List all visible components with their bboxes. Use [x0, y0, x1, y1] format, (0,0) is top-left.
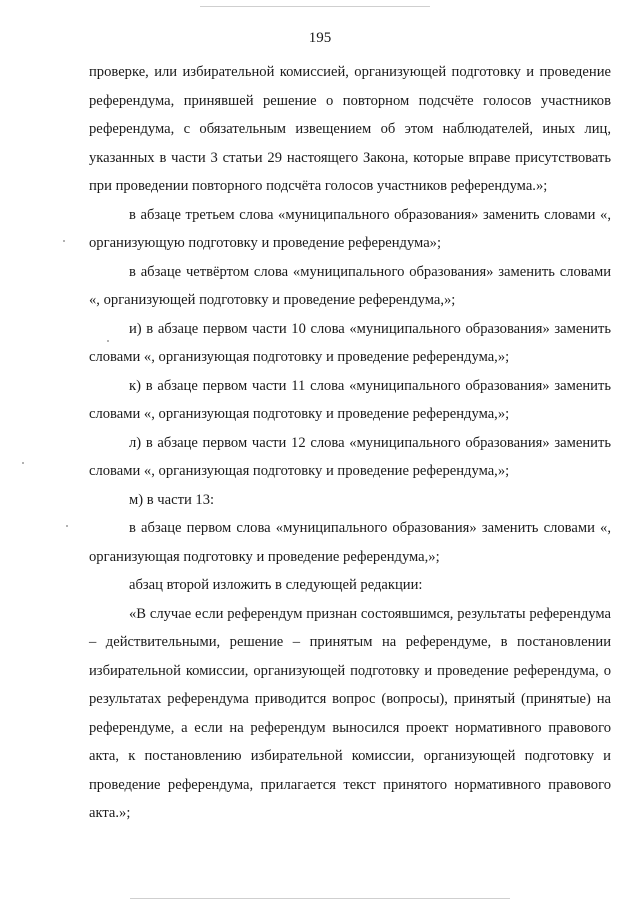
paragraph-item-m: м) в части 13: [129, 491, 215, 508]
scan-edge-bottom [130, 898, 510, 899]
paragraph-continuation: проверке, или избирательной комиссией, организующей подготовку и проведение референдума, принявшей решение о повторном подсчёте голосов участников референдума, с обязательным извещением об этом наблюдателей, иных лиц, указанных в части 3 статьи 29 настоящего Закона, которые вправе присутствовать при проведении повторного подсчёта голосов участников референдума.»; [89, 64, 611, 194]
scan-edge-top [200, 6, 430, 7]
paragraph-item-k: к) в абзаце первом части 11 слова «муниципального образования» заменить словами «, организующая подготовку и проведение референдума,»; [89, 377, 611, 422]
paragraph-item-i: и) в абзаце первом части 10 слова «муниципального образования» заменить словами «, организующая подготовку и проведение референдума,»; [89, 320, 611, 365]
scan-speck [63, 240, 65, 242]
paragraph-amendment-third: в абзаце третьем слова «муниципального образования» заменить словами «, организующую подготовку и проведение референдума»; [89, 206, 611, 251]
scan-speck [22, 462, 24, 464]
paragraph-amendment-fourth: в абзаце четвёртом слова «муниципального образования» заменить словами «, организующей подготовку и проведение референдума,»; [89, 263, 611, 308]
scan-speck [66, 525, 68, 527]
paragraph-quoted-text: «В случае если референдум признан состоявшимся, результаты референдума – действительными, решение – принятым на референдуме, в постановлении избирательной комиссии, организующей подготовку и проведение референдума, о результатах референдума приводится вопрос (вопросы), принятый (принятые) на референдуме, а если на референдум выносился проект нормативного правового акта, к постановлению избирательной комиссии, организующей подготовку и проведение референдума, прилагается текст принятого нормативного правового акта.»; [89, 605, 611, 821]
paragraph-item-m-second: абзац второй изложить в следующей редакции: [129, 577, 423, 593]
paragraph-item-l: л) в абзаце первом части 12 слова «муниципального образования» заменить словами «, организующая подготовку и проведение референдума,»; [89, 434, 611, 479]
paragraph-item-m-first: в абзаце первом слова «муниципального образования» заменить словами «, организующая подготовку и проведение референдума,»; [89, 520, 611, 565]
document-body [89, 58, 611, 828]
page-number: 195 [308, 30, 332, 46]
scan-speck [107, 340, 109, 342]
